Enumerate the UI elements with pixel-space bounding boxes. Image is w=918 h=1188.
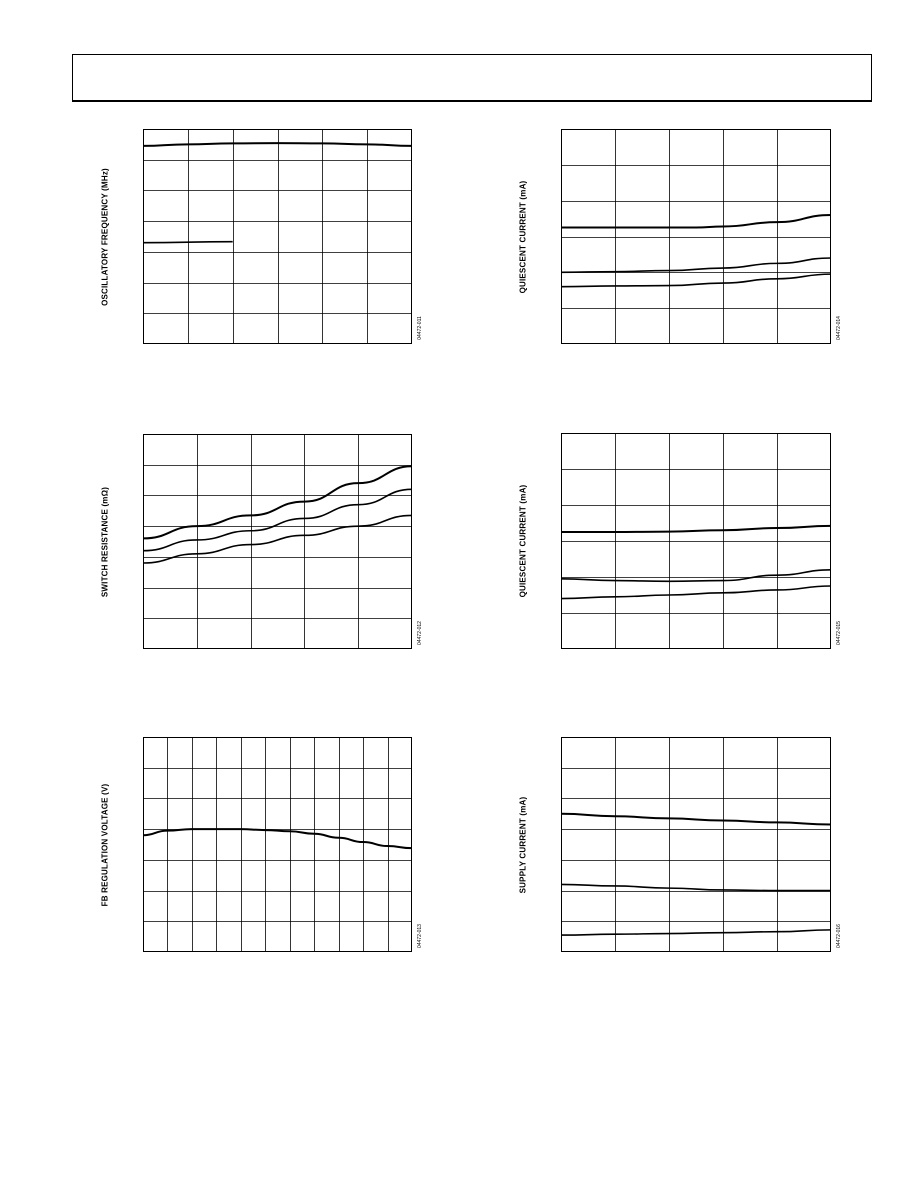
chart-3-plot xyxy=(143,434,412,649)
figure-id: 04472-016 xyxy=(836,924,842,948)
y-axis-label: QUIESCENT CURRENT (mA) xyxy=(518,180,528,293)
figure-id: 04472-011 xyxy=(417,316,423,340)
y-axis-label: SWITCH RESISTANCE (mΩ) xyxy=(100,486,110,597)
plot-frame xyxy=(144,738,412,952)
series-line-3 xyxy=(561,930,831,935)
plot-frame xyxy=(144,130,412,344)
y-axis-label: QUIESCENT CURRENT (mA) xyxy=(518,484,528,598)
y-axis-label: SUPPLY CURRENT (mA) xyxy=(518,796,528,893)
plot-frame xyxy=(562,434,831,649)
series-line-1 xyxy=(561,215,831,228)
figure-id: 04472-013 xyxy=(417,924,423,948)
series-line-2 xyxy=(143,489,412,550)
chart-3 xyxy=(100,434,423,649)
series-line-1 xyxy=(561,526,831,532)
page-header-box xyxy=(72,54,872,102)
series-line-3 xyxy=(143,515,412,563)
chart-1-plot xyxy=(143,129,412,344)
chart-4 xyxy=(518,433,842,649)
chart-2-plot xyxy=(561,129,831,344)
chart-6 xyxy=(518,737,842,952)
figure-id: 04472-015 xyxy=(836,621,842,645)
series-line-2 xyxy=(561,570,831,582)
series-line-2 xyxy=(561,258,831,272)
chart-1 xyxy=(100,129,423,344)
plot-frame xyxy=(562,738,831,952)
figure-id: 04472-014 xyxy=(836,316,842,340)
series-line-2 xyxy=(561,884,831,890)
series-line-3 xyxy=(561,586,831,599)
plot-frame xyxy=(562,130,831,344)
chart-2 xyxy=(518,129,842,344)
series-line-3 xyxy=(561,274,831,287)
y-axis-label: OSCILLATORY FREQUENCY (MHz) xyxy=(100,167,110,306)
chart-5-plot xyxy=(143,737,412,952)
figure-id: 04472-012 xyxy=(417,621,423,645)
series-line-1 xyxy=(561,814,831,825)
series-line-2 xyxy=(143,242,233,243)
chart-6-plot xyxy=(561,737,831,952)
chart-4-plot xyxy=(561,433,831,649)
series-line-1 xyxy=(143,829,412,848)
y-axis-label: FB REGULATION VOLTAGE (V) xyxy=(100,783,110,906)
series-line-1 xyxy=(143,143,412,146)
chart-5 xyxy=(100,737,423,952)
